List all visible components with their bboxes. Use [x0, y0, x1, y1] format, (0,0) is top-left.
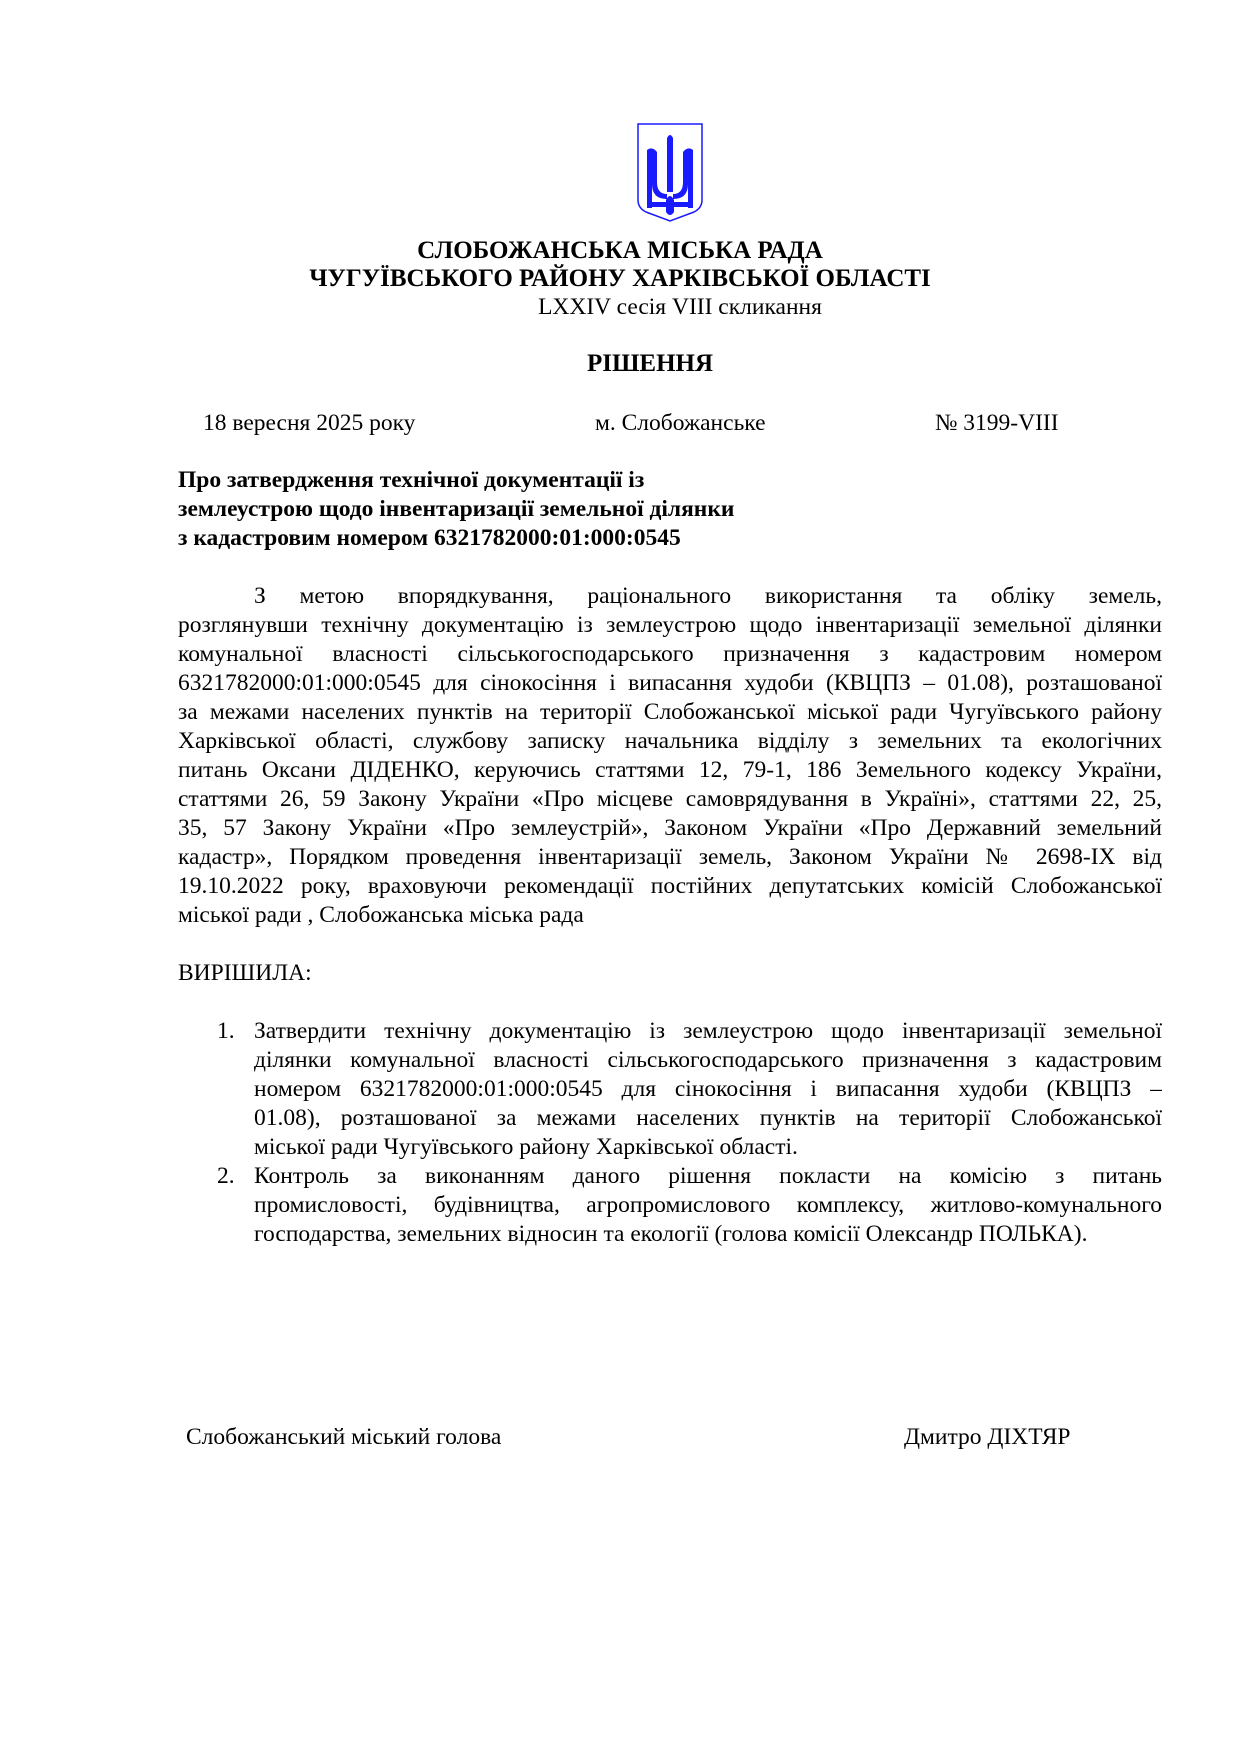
preamble-line: З метою впорядкування, раціонального використання та обліку земель,: [254, 583, 1162, 609]
preamble-line: кадастр», Порядком проведення інвентаризації земель, Законом України № 2698-IX від: [178, 844, 1162, 870]
preamble-line: 35, 57 Закону України «Про землеустрій», Законом України «Про Державний земельний: [178, 815, 1162, 841]
preamble-line: Харківської області, службову записку начальника відділу з земельних та екологічних: [178, 728, 1162, 754]
preamble-line: питань Оксани ДІДЕНКО, керуючись статтями 12, 79-1, 186 Земельного кодексу України,: [178, 757, 1162, 783]
preamble-line: 19.10.2022 року, враховуючи рекомендації постійних депутатських комісій Слобожанської: [178, 873, 1162, 899]
subject-line: землеустрою щодо інвентаризації земельної ділянки: [178, 496, 735, 522]
document-place: м. Слобожанське: [595, 410, 766, 436]
coat-of-arms-icon: [636, 122, 704, 222]
document-subject: [178, 466, 734, 553]
subject-line: Про затвердження технічної документації із: [178, 467, 645, 493]
item-line: господарства, земельних відносин та екології (голова комісії Олександр ПОЛЬКА).: [254, 1221, 1088, 1247]
item-number: 1.: [217, 1018, 235, 1044]
item-line: промисловості, будівництва, агропромислового комплексу, житлово-комунального: [254, 1192, 1162, 1218]
preamble-line: міської ради , Слобожанська міська рада: [178, 902, 584, 928]
preamble-line: 6321782000:01:000:0545 для сінокосіння і випасання худоби (КВЦПЗ – 01.08), розташованої: [178, 670, 1162, 696]
district-name: ЧУГУЇВСЬКОГО РАЙОНУ ХАРКІВСЬКОЇ ОБЛАСТІ: [309, 265, 931, 292]
item-line: міської ради Чугуївського району Харківської області.: [254, 1134, 798, 1160]
item-line: Контроль за виконанням даного рішення покласти на комісію з питань: [254, 1163, 1162, 1189]
item-line: Затвердити технічну документацію із землеустрою щодо інвентаризації земельної: [254, 1018, 1162, 1044]
item-line: 01.08), розташованої за межами населених пунктів на території Слобожанської: [254, 1105, 1162, 1131]
preamble-paragraph: [178, 582, 1162, 930]
resolved-heading: ВИРІШИЛА:: [178, 960, 312, 986]
document-date: 18 вересня 2025 року: [203, 410, 416, 436]
signature-name: Дмитро ДІХТЯР: [904, 1424, 1071, 1450]
item-number: 2.: [217, 1163, 235, 1189]
preamble-line: комунальної власності сільськогосподарського призначення з кадастровим номером: [178, 641, 1162, 667]
resolution-item-1: [254, 1017, 1162, 1162]
preamble-line: статтями 26, 59 Закону України «Про місцеве самоврядування в Україні», статтями 22, 25,: [178, 786, 1162, 812]
council-name: СЛОБОЖАНСЬКА МІСЬКА РАДА: [417, 237, 823, 264]
preamble-line: за межами населених пунктів на території Слобожанської міської ради Чугуївського району: [178, 699, 1162, 725]
session-label: LXXIV сесія VIII скликання: [538, 294, 822, 320]
resolution-item-2: [254, 1162, 1162, 1249]
item-line: номером 6321782000:01:000:0545 для сінокосіння і випасання худоби (КВЦПЗ –: [254, 1076, 1162, 1102]
subject-line: з кадастровим номером 6321782000:01:000:0545: [178, 525, 681, 551]
signature-position: Слобожанський міський голова: [186, 1424, 502, 1450]
document-number: № 3199-VIII: [935, 410, 1059, 436]
document-type: РІШЕННЯ: [586, 350, 714, 377]
item-line: ділянки комунальної власності сільськогосподарського призначення з кадастровим: [254, 1047, 1162, 1073]
preamble-line: розглянувши технічну документацію із землеустрою щодо інвентаризації земельної ділянки: [178, 612, 1162, 638]
